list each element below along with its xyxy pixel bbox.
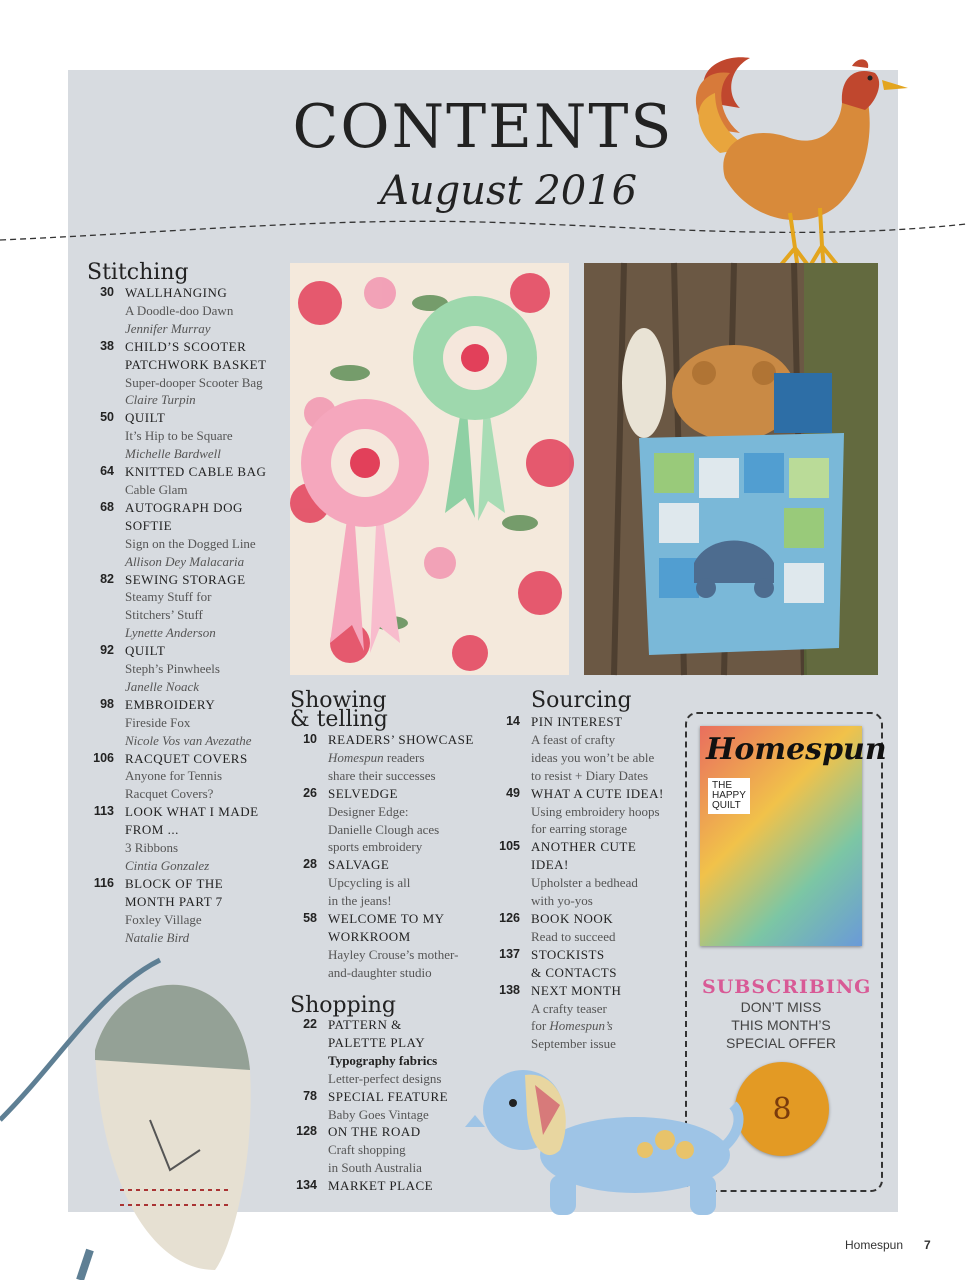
list-item[interactable]: 113 LOOK WHAT I MADE FROM ... 3 Ribbons Cintia Gonzalez <box>93 804 259 873</box>
page-title: CONTENTS <box>292 92 674 162</box>
list-item[interactable]: 10 READERS’ SHOWCASE Homespun readers share their successes <box>303 732 474 783</box>
list-item[interactable]: 137 STOCKISTS & CONTACTS <box>499 946 617 980</box>
list-item[interactable]: 78 SPECIAL FEATURE Baby Goes Vintage <box>303 1088 449 1122</box>
list-item[interactable]: 105 ANOTHER CUTE IDEA! Upholster a bedhead with yo-yos <box>499 839 638 909</box>
list-item[interactable]: 28 SALVAGE Upcycling is all in the jeans! <box>303 857 411 909</box>
list-item[interactable]: 138 NEXT MONTH A crafty teaser for Homespun’s September issue <box>499 982 622 1052</box>
magazine-cover[interactable] <box>700 726 887 946</box>
list-item[interactable]: 128 ON THE ROAD Craft shopping in South Australia <box>296 1124 422 1176</box>
footer-page-number: 7 <box>924 1238 931 1252</box>
cover-headline: THE HAPPY QUILT <box>708 778 750 814</box>
list-item[interactable]: 64 KNITTED CABLE BAG Cable Glam <box>100 464 267 497</box>
showing-list <box>289 731 489 982</box>
list-item[interactable]: 30 WALLHANGING A Doodle-doo Dawn Jennifer Murray <box>100 285 234 336</box>
list-item[interactable]: 22 PATTERN & PALETTE PLAY Typography fabrics Letter-perfect designs <box>303 1017 442 1086</box>
badge-button <box>735 1062 829 1156</box>
list-item[interactable]: 98 EMBROIDERY Fireside Fox Nicole Vos van Avezathe <box>100 696 252 748</box>
subscribe-text: DON’T MISS THIS MONTH’S SPECIAL OFFER <box>726 999 836 1051</box>
stitching-list <box>86 284 296 947</box>
scissor-keeper-illustration <box>0 950 280 1280</box>
scooter-basket-photo <box>584 263 878 675</box>
list-item[interactable]: 26 SELVEDGE Designer Edge: Danielle Clough aces sports embroidery <box>303 785 440 855</box>
rosettes-photo <box>290 263 569 675</box>
section-heading-showing: Showing & telling <box>290 688 388 732</box>
list-item[interactable]: 58 WELCOME TO MY WORKROOM Hayley Crouse’s mother- and-daughter studio <box>303 911 459 980</box>
list-item[interactable]: 82 SEWING STORAGE Steamy Stuff for Stitchers’ Stuff Lynette Anderson <box>100 571 246 641</box>
list-item[interactable]: 126 BOOK NOOK Read to succeed <box>499 910 616 944</box>
issue-date: August 2016 <box>380 168 638 214</box>
list-item[interactable]: 106 RACQUET COVERS Anyone for Tennis Racquet Covers? <box>93 750 248 802</box>
footer-magazine: Homespun <box>845 1238 904 1252</box>
section-heading-shopping: Shopping <box>290 993 396 1018</box>
badge-number: 8 <box>772 1091 792 1127</box>
list-item[interactable]: 38 CHILD’S SCOOTER PATCHWORK BASKET Super-dooper Scooter Bag Claire Turpin <box>100 338 267 408</box>
list-item[interactable]: 134 MARKET PLACE <box>296 1178 434 1194</box>
cover-masthead: Homespun <box>706 732 887 767</box>
list-item[interactable]: 68 AUTOGRAPH DOG SOFTIE Sign on the Dogged Line Allison Dey Malacaria <box>100 499 256 569</box>
sourcing-list <box>492 713 682 1053</box>
list-item[interactable]: 116 BLOCK OF THE MONTH PART 7 Foxley Village Natalie Bird <box>93 875 224 945</box>
section-heading-stitching: Stitching <box>87 260 189 285</box>
list-item[interactable]: 49 WHAT A CUTE IDEA! Using embroidery hoops for earring storage <box>506 785 664 837</box>
shopping-list <box>289 1016 489 1195</box>
rooster-illustration <box>670 48 920 283</box>
section-heading-sourcing: Sourcing <box>531 688 632 713</box>
list-item[interactable]: 14 PIN INTEREST A feast of crafty ideas you won’t be able to resist + Diary Dates <box>506 714 655 783</box>
dog-softie-illustration <box>465 1055 745 1230</box>
subscribe-heading[interactable]: SUBSCRIBING <box>702 976 872 998</box>
list-item[interactable]: 92 QUILT Steph’s Pinwheels Janelle Noack <box>100 643 220 694</box>
list-item[interactable]: 50 QUILT It’s Hip to be Square Michelle Bardwell <box>100 410 233 462</box>
